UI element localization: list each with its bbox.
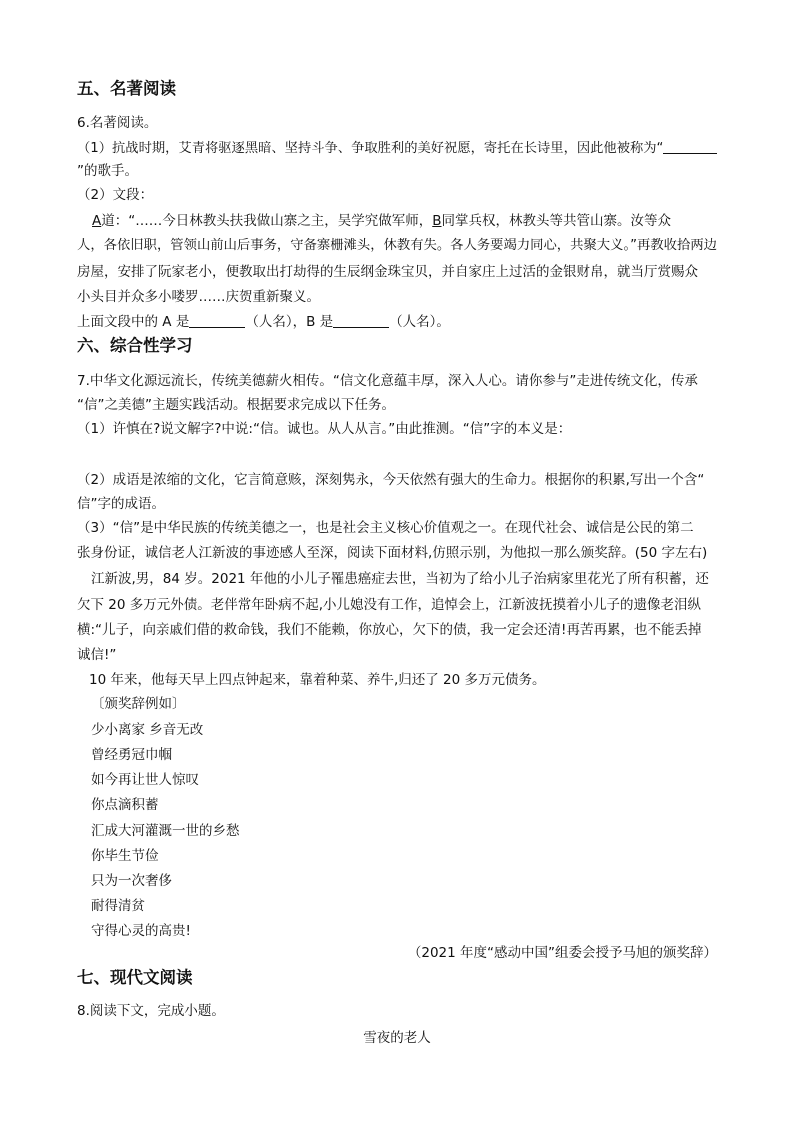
q6-part1-line2: ”的歌手。: [77, 163, 138, 179]
poem-line: 你点滴积蓄: [91, 797, 159, 813]
answer-blank-a[interactable]: [189, 311, 245, 328]
blank-b-marker: B: [432, 213, 442, 229]
section-title-famous-works: 五、名著阅读: [77, 79, 176, 98]
q7-task3-line2: 张身份证，诚信老人江新波的事迹感人至深，阅读下面材料,仿照示别，为他拟一那么颁奖辞。(50 字左右): [77, 545, 708, 561]
poem-line: 曾经勇冠巾帼: [91, 747, 172, 763]
q6-question-line: 上面文段中的 A 是 （人名），B 是 （人名）。: [77, 311, 717, 332]
poem-line: 只为一次奢侈: [91, 873, 172, 889]
poem-line: 少小离家 乡音无改: [91, 722, 204, 738]
poem-line: 如今再让世人惊叹: [91, 772, 199, 788]
q7-intro-line2: “信”之美德”主题实践活动。根据要求完成以下任务。: [77, 397, 395, 413]
q7-task2-line1: （2）成语是浓缩的文化，它言简意赅，深刻隽永，今天依然有强大的生命力。根据你的积累,写出一个含“: [77, 472, 705, 488]
blank-a-marker: A: [92, 213, 102, 229]
passage-line-2: 人，各依旧职，管领山前山后事务，守备寨栅滩头，休教有失。各人务要竭力同心，共聚大义。”再教收拾两边: [77, 238, 717, 253]
q7-task1: （1）许慎在?说文解字?中说:“信。诚也。从人从言。”由此推测。“信”字的本义是：: [77, 421, 572, 437]
q6-part1-text: （1）抗战时期，艾青将驱逐黑暗、坚持斗争、争取胜利的美好祝愿，寄托在长诗里，因此他被称为“: [77, 141, 664, 156]
q8-intro: 8.阅读下文，完成小题。: [77, 1003, 225, 1019]
poem-line: 守得心灵的高贵!: [91, 923, 191, 939]
q6-part2-label: （2）文段：: [77, 187, 154, 203]
passage-title: 雪夜的老人: [363, 1030, 431, 1046]
example-label: 〔颁奖辞例如〕: [91, 696, 186, 712]
material-line-3: 横:“儿子，向亲戚们借的救命钱，我们不能赖，你放心，欠下的债，我一定会还清!再苦再累，也不能丢掉: [77, 622, 702, 638]
material-line-5: 10 年来，他每天早上四点钟起来，靠着种菜、养牛,归还了 20 多万元债务。: [89, 672, 546, 688]
q6-part1-line1: [77, 137, 717, 159]
answer-blank-poet[interactable]: [663, 137, 717, 154]
passage-line-4: 小头目并众多小喽罗……庆贺重新聚义。: [77, 289, 320, 305]
q6-intro: 6.名著阅读。: [77, 115, 158, 131]
poem-line: 汇成大河灌溉一世的乡愁: [91, 823, 240, 839]
answer-blank-b[interactable]: [333, 311, 389, 328]
material-line-2: 欠下 20 多万元外债。老伴常年卧病不起,小儿媳没有工作，追悼会上，江新波抚摸着小儿子的遗像老泪纵: [77, 597, 702, 613]
material-line-4: 诚信!”: [77, 647, 117, 663]
award-source-note: （2021 年度“感动中国”组委会授予马旭的颁奖辞）: [407, 945, 717, 961]
material-line-1: 江新波,男，84 岁。2021 年他的小儿子罹患癌症去世，当初为了给小儿子治病家里花光了所有积蓄，还: [91, 571, 709, 587]
q7-task2-line2: 信”字的成语。: [77, 496, 165, 512]
section-title-integrated-study: 六、综合性学习: [77, 336, 193, 355]
q7-intro-line1: 7.中华文化源远流长，传统美德薪火相传。“信文化意蕴丰厚，深入人心。请你参与”走进传统文化，传承: [77, 373, 698, 389]
poem-line: 耐得清贫: [91, 898, 145, 914]
q7-task3-line1: （3）“信”是中华民族的传统美德之一，也是社会主义核心价值观之一。在现代社会、诚信是公民的第二: [77, 520, 694, 536]
poem-line: 你毕生节俭: [91, 848, 159, 864]
section-title-modern-reading: 七、现代文阅读: [77, 968, 193, 987]
passage-line-1: A道：“……今日林教头扶我做山寨之主，吴学究做军师，B同掌兵权，林教头等共管山寨。汝等众: [92, 213, 672, 229]
passage-line-3: 房屋，安排了阮家老小，便教取出打劫得的生辰纲金珠宝贝，并自家庄上过活的金银财帛，就当厅赏赐众: [77, 264, 698, 280]
